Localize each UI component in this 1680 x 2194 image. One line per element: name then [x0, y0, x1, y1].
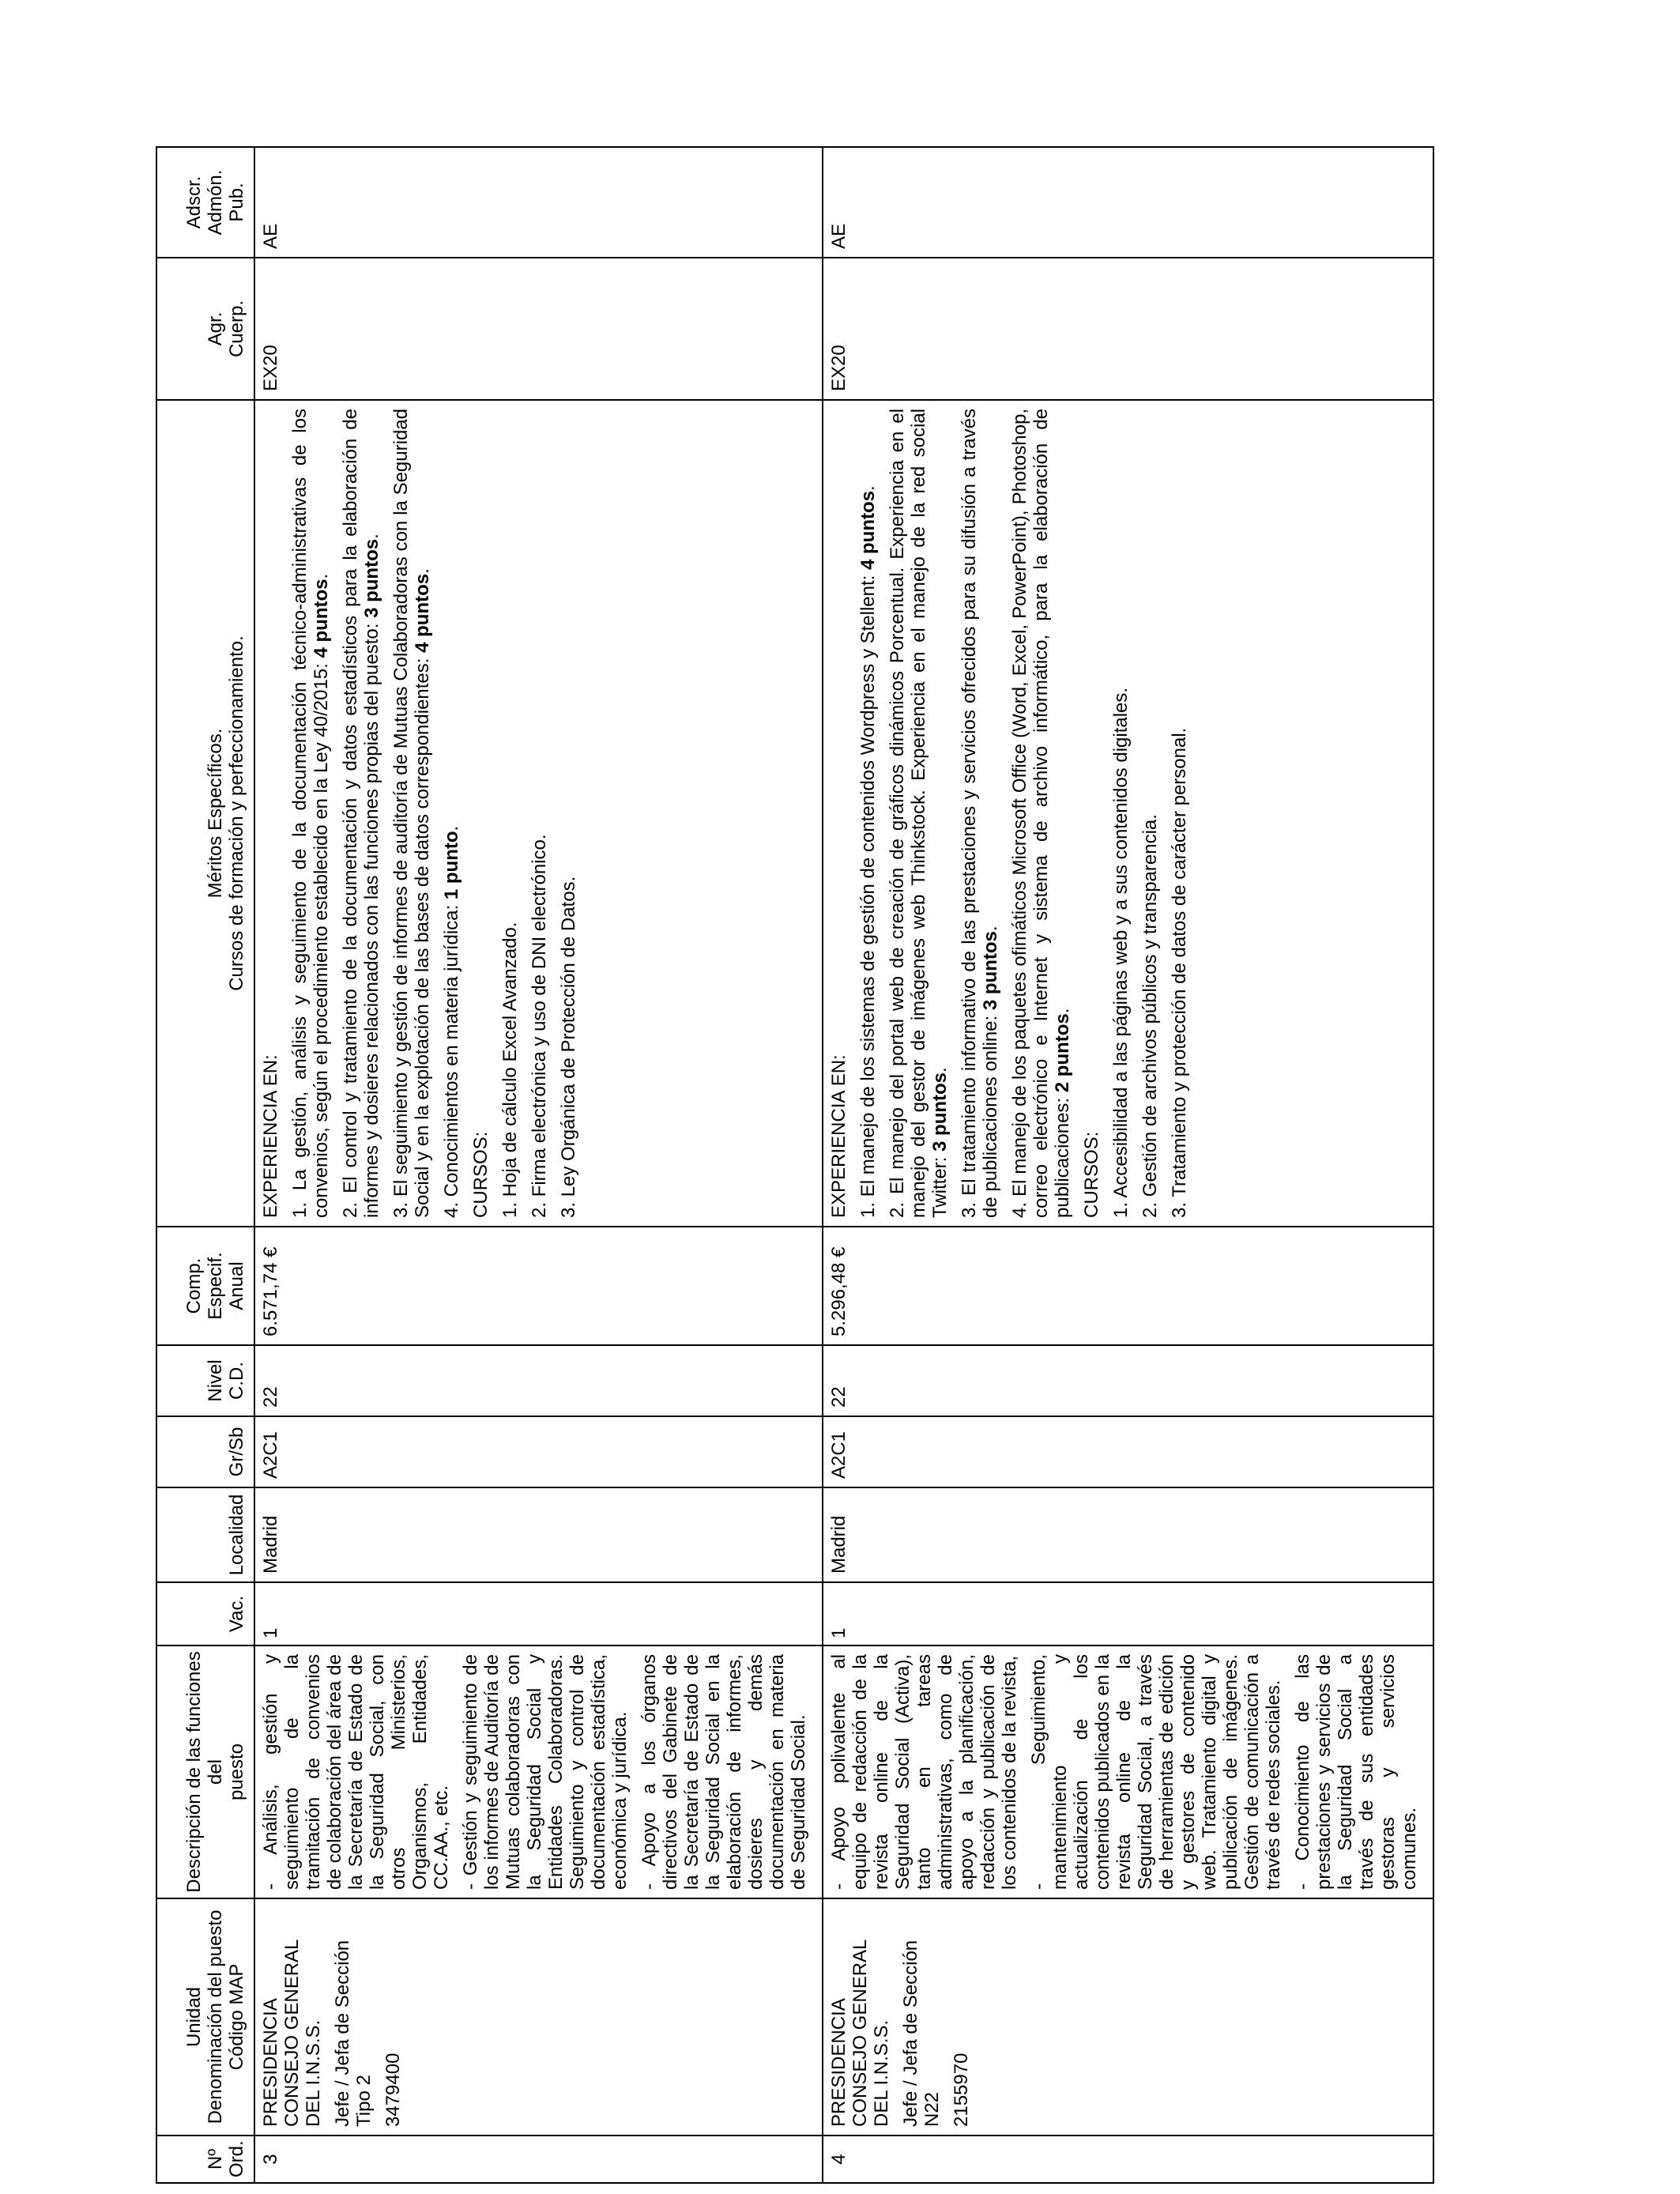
merit-item [1081, 409, 1102, 1218]
merit-item [529, 409, 550, 1218]
post-name: Jefe / Jefa de Sección Tipo 2 [332, 1940, 375, 2127]
merit-text: 4. Conocimientos en materia jurídica: [441, 899, 462, 1218]
merit-item [289, 409, 332, 1218]
merit-text: 2. El manejo del portal web de creación de gráficos dinámicos Porcentual. Experiencia en el manejo del gestor de imágenes web Thinkstock. Experiencia en el manejo de la red social Twitter: [887, 409, 951, 1218]
merit-item [828, 409, 849, 1218]
merit-points: 4 puntos [412, 573, 433, 653]
merit-item [340, 409, 382, 1218]
cell-comp: 6.571,74 € [254, 1227, 823, 1345]
cell-vac: 1 [254, 1582, 823, 1646]
description-item: - Análisis, gestión y seguimiento de la tramitación de convenios de colaboración del área de la Secretaría de Estado de la Seguridad Social, con otros Ministerios, Organismos, Entidades, CC.AA., etc. [260, 1654, 452, 1890]
table-row [254, 147, 823, 2183]
merit-points: 2 puntos [1052, 1013, 1073, 1093]
merit-text: EXPERIENCIA EN: [260, 1054, 281, 1218]
header-grsb: Gr/Sb [156, 1416, 254, 1487]
cell-comp: 5.296,48 € [823, 1227, 1433, 1345]
cell-grsb: A2C1 [823, 1416, 1433, 1487]
merit-points: 3 puntos [980, 931, 1001, 1011]
cell-agr: EX20 [823, 258, 1433, 400]
merit-text: 3. El tratamiento informativo de las prestaciones y servicios ofrecidos para su difusión a través de publicaciones online: [959, 409, 1001, 1218]
merit-points: 4 puntos [311, 579, 332, 658]
merit-end: . [929, 1067, 951, 1072]
cell-nivel: 22 [823, 1345, 1433, 1416]
merit-end: . [361, 533, 382, 539]
merit-text: CURSOS: [1081, 1131, 1102, 1218]
header-unidad: Unidad Denominación del puesto Código MAP [156, 1898, 254, 2136]
merit-item [1110, 409, 1132, 1218]
merit-text: 1. Accesibilidad a las páginas web y a sus contenidos digitales. [1110, 687, 1132, 1218]
cell-meritos [254, 400, 823, 1227]
merit-end: . [980, 925, 1001, 932]
header-descripcion: Descripción de las funciones del puesto [156, 1646, 254, 1898]
unit-name: PRESIDENCIA CONSEJO GENERAL DEL I.N.S.S. [828, 1940, 892, 2127]
header-row [156, 147, 254, 2183]
merit-item [887, 409, 951, 1218]
merit-item [390, 409, 433, 1218]
table-row [823, 147, 1433, 2183]
merit-points: 4 puntos [857, 491, 879, 570]
merit-item [470, 409, 492, 1218]
merit-text: 1. El manejo de los sistemas de gestión de contenidos Wordpress y Stellent: [857, 570, 879, 1218]
cell-descripcion [823, 1646, 1433, 1898]
merit-end: . [1052, 1008, 1073, 1014]
merit-text: EXPERIENCIA EN: [828, 1054, 849, 1218]
cell-descripcion [254, 1646, 823, 1898]
merit-end: . [857, 485, 879, 491]
cell-grsb: A2C1 [254, 1416, 823, 1487]
merit-text: 3. El seguimiento y gestión de informes de auditoría de Mutuas Colaboradoras con la Seguridad Social y en la explotación de las bases de datos correspondientes: [390, 409, 433, 1218]
cell-unidad [254, 1898, 823, 2136]
header-nivel: Nivel C.D. [156, 1345, 254, 1416]
description-item: - Conocimiento de las prestaciones y servicios de la Seguridad Social a través de sus entidades gestoras y servicios comunes. [1292, 1654, 1420, 1890]
merit-text: 3. Ley Orgánica de Protección de Datos. [558, 876, 579, 1218]
merit-item [441, 409, 462, 1218]
cell-unidad [823, 1898, 1433, 2136]
header-adscr: Adscr. Admón. Pub. [156, 147, 254, 258]
merit-points: 1 punto [441, 831, 462, 900]
header-nord: Nº Ord. [156, 2136, 254, 2183]
header-vac: Vac. [156, 1582, 254, 1646]
merit-item [1009, 409, 1073, 1218]
cell-localidad: Madrid [823, 1487, 1433, 1582]
merit-item [1139, 409, 1161, 1218]
header-meritos: Méritos Específicos. Cursos de formación y perfeccionamiento. [156, 400, 254, 1227]
description-item: - Seguimiento, mantenimiento y actualización de los contenidos publicados en la revista online de la Seguridad Social, a través de herramientas de edición y gestores de contenido web. Tratamiento digital y publicación de imágenes. Gestión de comunicación a través de redes sociales. [1028, 1654, 1284, 1890]
description-item: - Gestión y seguimiento de los informes de Auditoría de Mutuas colaboradoras con la Seguridad Social y Entidades Colaboradoras. Seguimiento y control de documentación estadística, económica y jurídica. [460, 1654, 631, 1890]
merit-points: 3 puntos [929, 1072, 951, 1152]
rotated-document-page [156, 148, 1420, 2184]
merit-points: 3 puntos [361, 538, 382, 618]
description-item: - Apoyo a los órganos directivos del Gabinete de la Secretaría de Estado de la Seguridad Social en la elaboración de informes, dosieres y demás documentación en materia de Seguridad Social. [638, 1654, 809, 1890]
vacancy-table [156, 146, 1434, 2184]
unit-name: PRESIDENCIA CONSEJO GENERAL DEL I.N.S.S. [260, 1940, 324, 2127]
cell-nivel: 22 [254, 1345, 823, 1416]
merit-text: 3. Tratamiento y protección de datos de carácter personal. [1169, 727, 1190, 1218]
cell-agr: EX20 [254, 258, 823, 400]
header-localidad: Localidad [156, 1487, 254, 1582]
cell-adscr: AE [254, 147, 823, 258]
cell-meritos [823, 400, 1433, 1227]
cell-nord: 3 [254, 2136, 823, 2183]
merit-text: 2. Firma electrónica y uso de DNI electrónico. [529, 834, 550, 1218]
cell-localidad: Madrid [254, 1487, 823, 1582]
merit-text: 1. La gestión, análisis y seguimiento de la documentación técnico-administrativas de los convenios, según el procedimiento establecido en la Ley 40/2015: [289, 409, 332, 1218]
description-item: - Apoyo polivalente al equipo de redacción de la revista online de la Seguridad Social (Activa), tanto en tareas administrativas, como de apoyo a la planificación, redacción y publicación de los contenidos de la revista, [828, 1654, 1020, 1890]
map-code: 2155970 [951, 2053, 972, 2127]
merit-end: . [311, 573, 332, 579]
merit-end: . [412, 568, 433, 574]
merit-item [558, 409, 579, 1218]
header-comp: Comp. Especif. Anual [156, 1227, 254, 1345]
post-name: Jefe / Jefa de Sección N22 [900, 1940, 943, 2127]
merit-item [499, 409, 521, 1218]
map-code: 3479400 [382, 2053, 404, 2127]
cell-adscr: AE [823, 147, 1433, 258]
merit-item [959, 409, 1001, 1218]
cell-vac: 1 [823, 1582, 1433, 1646]
merit-end: . [441, 825, 462, 831]
merit-item [1169, 409, 1190, 1218]
header-agr: Agr. Cuerp. [156, 258, 254, 400]
merit-text: 2. El control y tratamiento de la documentación y datos estadísticos para la elaboración de informes y dosieres relacionados con las funciones propias del puesto: [340, 409, 382, 1218]
merit-item [857, 409, 879, 1218]
merit-text: CURSOS: [470, 1131, 492, 1218]
merit-text: 1. Hoja de cálculo Excel Avanzado. [499, 922, 521, 1218]
merit-text: 2. Gestión de archivos públicos y transparencia. [1139, 814, 1161, 1218]
cell-nord: 4 [823, 2136, 1433, 2183]
merit-text: 4. El manejo de los paquetes ofimáticos Microsoft Office (Word, Excel, PowerPoint), Photoshop, correo electrónico e Internet y sistema de archivo informático, para la elaboración de publicaciones: [1009, 409, 1073, 1218]
merit-item [260, 409, 281, 1218]
